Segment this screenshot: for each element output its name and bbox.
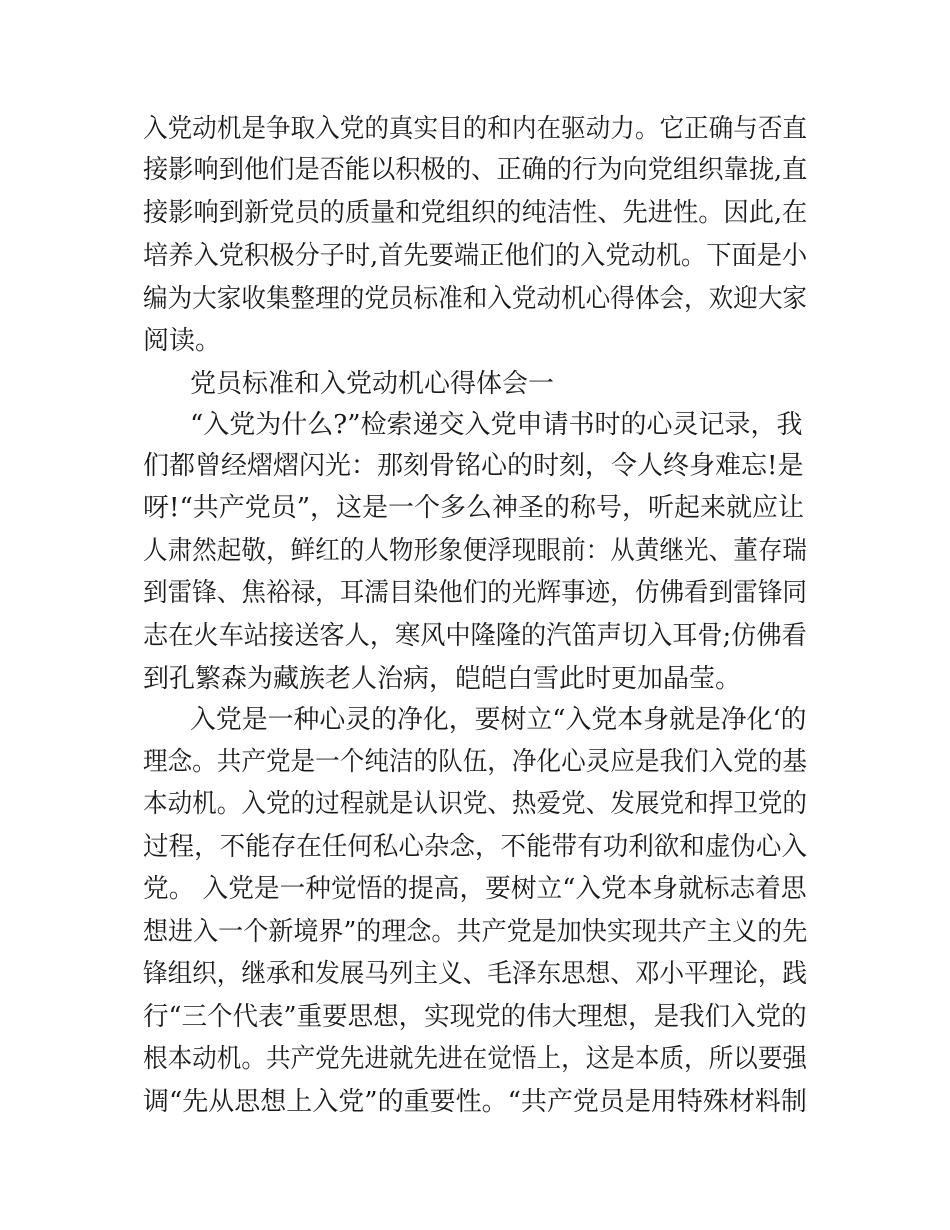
- text-line: 到孔繁森为藏族老人治病，皑皑白雪此时更加晶莹。: [143, 664, 742, 694]
- text-line: 根本动机。共产党先进就先进在觉悟上，这是本质，所以要强: [143, 1044, 808, 1074]
- text-line: 们都曾经熠熠闪光：那刻骨铭心的时刻，令人终身难忘!是: [143, 451, 804, 481]
- text-line: 人肃然起敬，鲜红的人物形象便浮现眼前：从黄继光、董存瑞: [143, 536, 808, 566]
- text-line: 党。 入党是一种觉悟的提高，要树立“入党本身就标志着思: [143, 874, 807, 904]
- text-line: 入党动机是争取入党的真实目的和内在驱动力。它正确与否直: [143, 114, 808, 144]
- section-heading: 党员标准和入党动机心得体会一: [190, 369, 555, 399]
- text-line: 接影响到新党员的质量和党组织的纯洁性、先进性。因此,在: [143, 198, 808, 228]
- text-line: 入党是一种心灵的净化，要树立“入党本身就是净化‘的: [190, 705, 807, 735]
- text-line: 志在火车站接送客人，寒风中隆隆的汽笛声切入耳骨;仿佛看: [143, 621, 807, 651]
- text-line: 到雷锋、焦裕禄，耳濡目染他们的光辉事迹，仿佛看到雷锋同: [143, 578, 808, 608]
- text-line: 阅读。: [143, 326, 222, 356]
- text-line: 培养入党积极分子时,首先要端正他们的入党动机。下面是小: [143, 241, 808, 271]
- text-line: 本动机。入党的过程就是认识党、热爱党、发展党和捍卫党的: [143, 789, 808, 819]
- text-line: 想进入一个新境界”的理念。共产党是加快实现共产主义的先: [143, 917, 808, 947]
- text-line: 理念。共产党是一个纯洁的队伍，净化心灵应是我们入党的基: [143, 747, 808, 777]
- text-line: 过程，不能存在任何私心杂念，不能带有功利欲和虚伪心入: [143, 832, 808, 862]
- text-line: 编为大家收集整理的党员标准和入党动机心得体会，欢迎大家: [143, 284, 808, 314]
- text-line: 行“三个代表”重要思想，实现党的伟大理想，是我们入党的: [143, 1002, 807, 1032]
- text-line: 呀!“共产党员”，这是一个多么神圣的称号，听起来就应让: [143, 493, 805, 523]
- text-line: “入党为什么?”检索递交入党申请书时的心灵记录，我: [190, 410, 803, 440]
- text-line: 锋组织，继承和发展马列主义、毛泽东思想、邓小平理论，践: [143, 959, 808, 989]
- text-line: 接影响到他们是否能以积极的、正确的行为向党组织靠拢,直: [143, 155, 808, 185]
- text-line: 调“先从思想上入党”的重要性。“共产党员是用特殊材料制: [143, 1087, 807, 1117]
